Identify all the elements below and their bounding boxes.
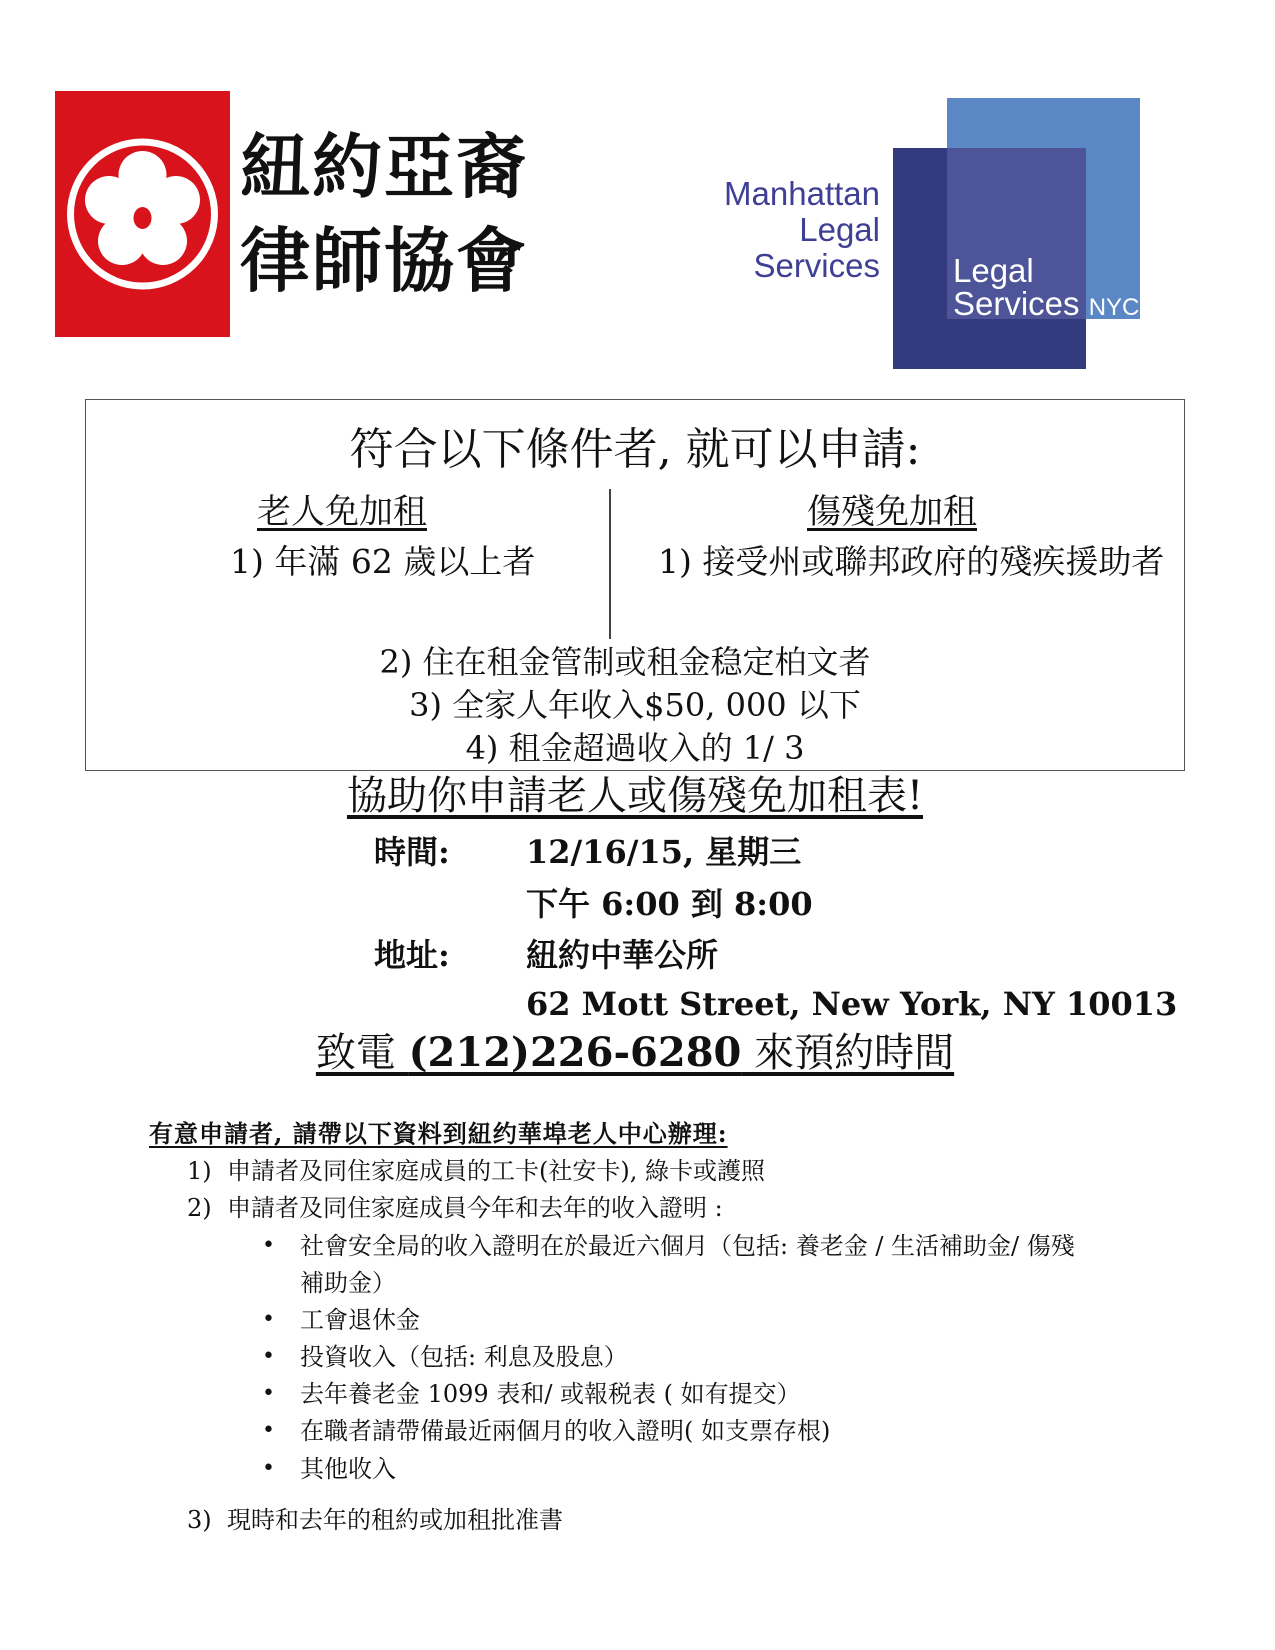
lsnyc-line2 (953, 287, 1139, 324)
mls-line1: Manhattan (724, 175, 880, 212)
call-to-book (85, 1027, 1185, 1079)
senior-exemption-title: 老人免加租 (257, 492, 427, 532)
list-number: 3) (187, 1506, 212, 1534)
lsnyc-wordmark (953, 254, 1139, 324)
senior-requirement: 1) 年滿 62 歲以上者 (230, 542, 536, 581)
lsnyc-nyc: NYC (1088, 294, 1140, 321)
event-time: 下午 6:00 到 8:00 (526, 885, 813, 923)
bullet-text: 其他收入 (300, 1455, 396, 1483)
aaba-name (240, 120, 528, 308)
bullet-icon: • (262, 1456, 275, 1481)
bullet-text: 在職者請帶備最近兩個月的收入證明( 如支票存根) (300, 1417, 831, 1445)
event-place: 紐約中華公所 (526, 936, 719, 974)
bullet-text: 社會安全局的收入證明在於最近六個月（包括: 養老金 / 生活補助金/ 傷殘 (300, 1232, 1075, 1260)
bullet-icon: • (262, 1381, 275, 1406)
lsnyc-services: Services (953, 285, 1080, 322)
list-item (187, 1190, 723, 1226)
aaba-name-line2: 律師協會 (240, 220, 528, 302)
event-date: 12/16/15, 星期三 (526, 833, 802, 871)
eligibility-heading: 符合以下條件者, 就可以申請: (349, 424, 921, 475)
phone-number: (212)226-6280 (408, 1029, 742, 1076)
bullet-icon: • (262, 1418, 275, 1443)
bullet-icon: • (262, 1233, 275, 1258)
documents-intro: 有意申請者, 請帶以下資料到紐约華埠老人中心辦理: (149, 1119, 728, 1148)
bullet-icon: • (262, 1307, 275, 1332)
shared-requirement: 3) 全家人年收入$50, 000 以下 (409, 686, 861, 724)
mls-line2: Legal (799, 211, 880, 248)
disability-exemption-title: 傷殘免加租 (807, 492, 977, 532)
aaba-logo (55, 91, 230, 337)
shared-requirement: 4) 租金超過收入的 1/ 3 (465, 729, 805, 767)
bullet-text: 去年養老金 1099 表和/ 或報税表 ( 如有提交） (300, 1380, 801, 1408)
event-street: 62 Mott Street, New York, NY 10013 (526, 985, 1178, 1023)
list-item (187, 1502, 563, 1538)
call-prefix: 致電 (315, 1030, 409, 1076)
list-number: 2) (187, 1194, 212, 1222)
bullet-text: 投資收入（包括: 利息及股息） (300, 1343, 628, 1371)
call-suffix: 來預約時間 (741, 1030, 955, 1076)
bullet-icon: • (262, 1344, 275, 1369)
list-text: 現時和去年的租約或加租批准書 (227, 1506, 563, 1534)
list-number: 1) (187, 1157, 212, 1185)
column-divider (609, 489, 611, 639)
bullet-text-continued: 補助金） (300, 1269, 396, 1297)
list-text: 申請者及同住家庭成員今年和去年的收入證明 : (227, 1194, 723, 1222)
list-item (187, 1153, 765, 1189)
lsnyc-line1: Legal (953, 252, 1034, 289)
list-text: 申請者及同住家庭成員的工卡(社安卡), 綠卡或護照 (227, 1157, 765, 1185)
time-label: 時間: (374, 833, 450, 871)
aaba-name-line1: 紐約亞裔 (240, 126, 528, 208)
shared-requirement: 2) 住在租金管制或租金稳定柏文者 (379, 643, 871, 681)
mls-line3: Services (753, 247, 880, 284)
bullet-text: 工會退休金 (300, 1306, 420, 1334)
disability-requirement: 1) 接受州或聯邦政府的殘疾援助者 (658, 542, 1165, 581)
address-label: 地址: (374, 936, 450, 974)
plum-blossom-icon (55, 91, 230, 337)
event-title: 協助你申請老人或傷殘免加租表! (346, 773, 924, 819)
mls-wordmark (724, 176, 880, 284)
